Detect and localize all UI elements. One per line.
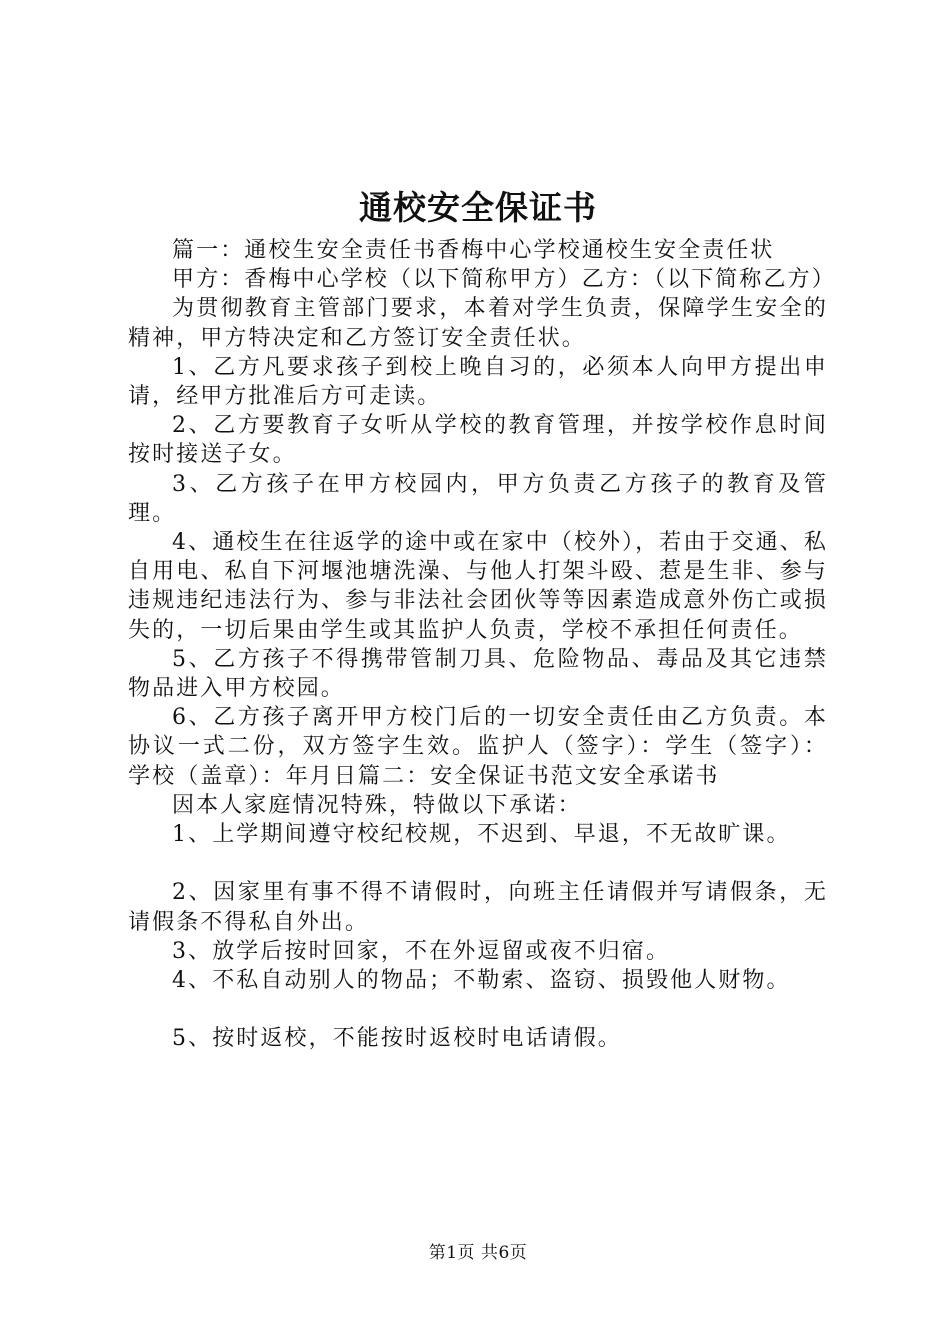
document-title: 通校安全保证书 xyxy=(359,188,597,227)
paragraph: 4、通校生在往返学的途中或在家中（校外），若由于交通、私自用电、私自下河堰池塘洗澡、与他人打架斗殴、惹是生非、参与违规违纪违法行为、参与非法社会团伙等等因素造成意外伤亡或损失的，一切后果由学生或其监护人负责，学校不承担任何责任。 xyxy=(128,530,828,643)
blank-line xyxy=(128,849,828,878)
document-page xyxy=(128,0,836,1344)
page-number-footer: 第1页 共6页 xyxy=(428,1243,528,1263)
paragraph: 3、放学后按时回家，不在外逗留或夜不归宿。 xyxy=(172,938,671,964)
paragraph: 6、乙方孩子离开甲方校门后的一切安全责任由乙方负责。本协议一式二份，双方签字生效。监护人（签字）：学生（签字）：学校（盖章）：年月日篇二：安全保证书范文安全承诺书 xyxy=(128,705,828,789)
paragraph: 为贯彻教育主管部门要求，本着对学生负责，保障学生安全的精神，甲方特决定和乙方签订安全责任状。 xyxy=(128,296,828,351)
paragraph: 2、因家里有事不得不请假时，向班主任请假并写请假条，无请假条不得私自外出。 xyxy=(128,880,828,935)
paragraph: 1、乙方凡要求孩子到校上晚自习的，必须本人向甲方提出申请，经甲方批准后方可走读。 xyxy=(128,354,828,410)
paragraph: 3、乙方孩子在甲方校园内，甲方负责乙方孩子的教育及管理。 xyxy=(128,471,828,526)
paragraph: 5、按时返校，不能按时返校时电话请假。 xyxy=(172,1026,622,1052)
paragraph: 甲方：香梅中心学校（以下简称甲方）乙方：（以下简称乙方） xyxy=(172,267,836,293)
paragraph: 2、乙方要教育子女听从学校的教育管理，并按学校作息时间按时接送子女。 xyxy=(128,413,828,468)
paragraph: 篇一：通校生安全责任书香梅中心学校通校生安全责任状 xyxy=(172,238,775,263)
blank-line xyxy=(128,995,828,1024)
paragraph: 1、上学期间遵守校纪校规，不迟到、早退，不无故旷课。 xyxy=(172,822,791,848)
paragraph: 5、乙方孩子不得携带管制刀具、危险物品、毒品及其它违禁物品进入甲方校园。 xyxy=(128,646,828,702)
paragraph: 4、不私自动别人的物品；不勒索、盗窃、损毁他人财物。 xyxy=(172,968,791,994)
paragraph: 因本人家庭情况特殊，特做以下承诺： xyxy=(172,792,582,818)
document-body xyxy=(128,236,836,1054)
